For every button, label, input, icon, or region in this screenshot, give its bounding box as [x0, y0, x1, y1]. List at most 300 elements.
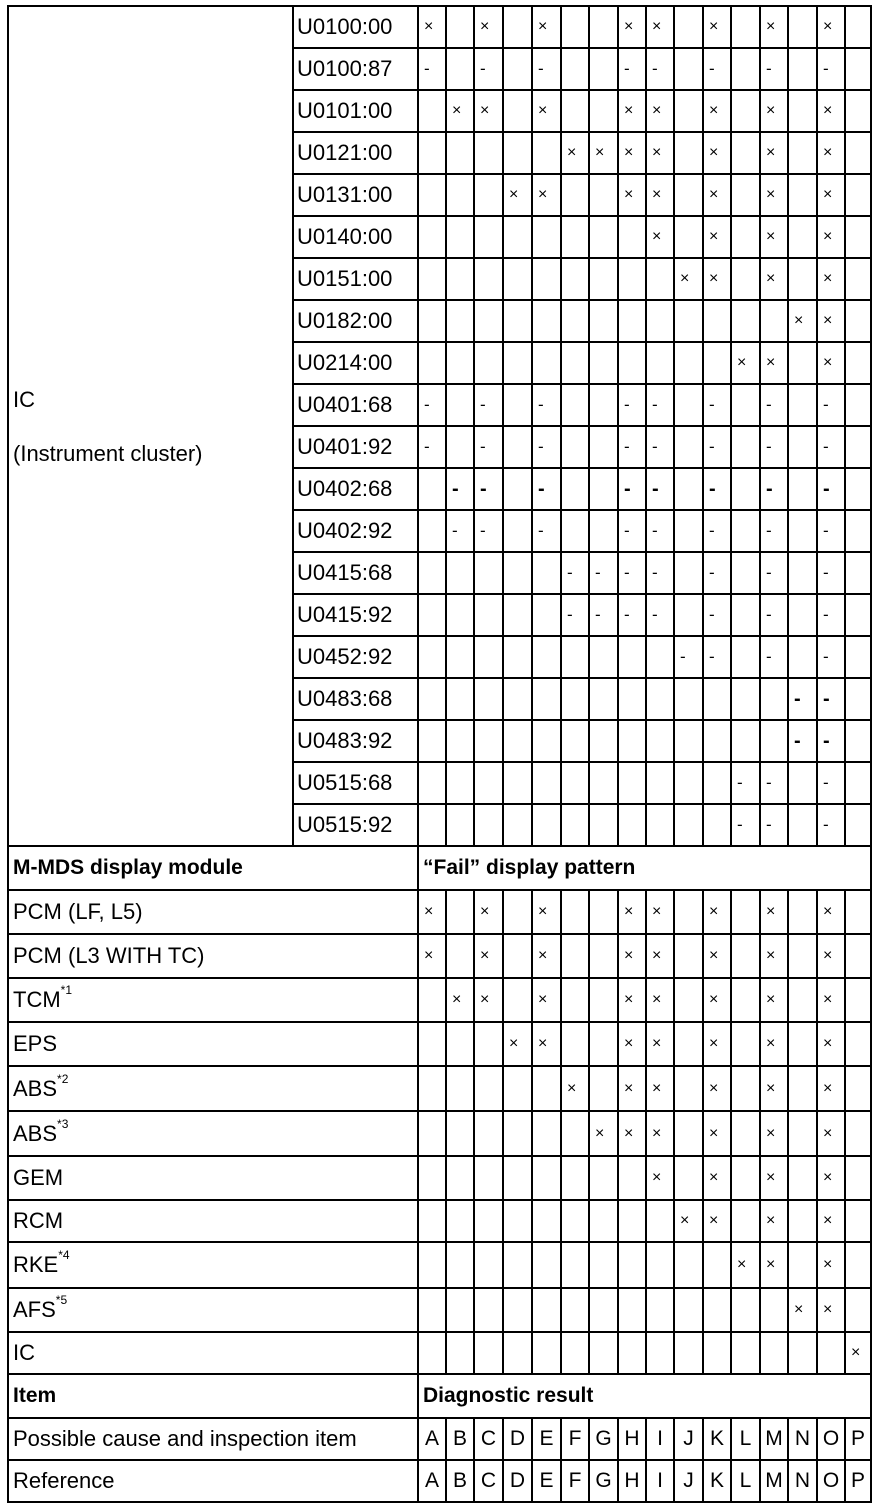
result-cell-a: [418, 552, 446, 594]
result-cell-d: [503, 468, 532, 510]
result-cell-m: ×: [760, 258, 788, 300]
result-cell-c: [474, 1332, 503, 1374]
result-cell-f: [561, 1156, 589, 1200]
result-cell-d: [503, 342, 532, 384]
result-cell-h: [618, 342, 646, 384]
result-cell-m: ×: [760, 1111, 788, 1156]
result-cell-k: ×: [703, 1022, 731, 1066]
result-cell-i: -: [646, 552, 674, 594]
result-cell-d: [503, 426, 532, 468]
result-cell-h: [618, 1332, 646, 1374]
result-cell-d: [503, 300, 532, 342]
result-cell-n: [788, 384, 817, 426]
result-cell-n: [788, 1156, 817, 1200]
result-cell-n: [788, 132, 817, 174]
result-cell-n: [788, 890, 817, 934]
result-cell-e: [532, 1288, 561, 1332]
result-cell-j: [674, 342, 703, 384]
result-cell-l: [731, 594, 760, 636]
result-cell-b: [446, 804, 474, 846]
result-cell-i: [646, 1200, 674, 1242]
result-cell-d: [503, 890, 532, 934]
dtc-code: U0131:00: [293, 174, 418, 216]
column-letter-n: N: [788, 1460, 817, 1502]
result-cell-f: [561, 636, 589, 678]
column-letter-m: M: [760, 1418, 788, 1460]
result-cell-o: ×: [817, 1200, 845, 1242]
module-row: [8, 1332, 871, 1374]
result-cell-g: [589, 1332, 618, 1374]
result-cell-f: [561, 258, 589, 300]
dtc-code: U0401:92: [293, 426, 418, 468]
result-cell-b: -: [446, 468, 474, 510]
result-cell-n: [788, 174, 817, 216]
diagnostic-result-header: Diagnostic result: [418, 1374, 871, 1418]
result-cell-f: [561, 342, 589, 384]
result-cell-j: [674, 174, 703, 216]
result-cell-n: [788, 978, 817, 1022]
result-cell-l: [731, 300, 760, 342]
result-cell-m: ×: [760, 132, 788, 174]
result-cell-c: [474, 174, 503, 216]
result-cell-l: [731, 636, 760, 678]
result-cell-o: -: [817, 552, 845, 594]
column-letter-p: P: [845, 1460, 871, 1502]
fail-pattern-header: “Fail” display pattern: [418, 846, 871, 890]
result-cell-d: [503, 934, 532, 978]
result-cell-c: [474, 720, 503, 762]
result-cell-i: -: [646, 594, 674, 636]
result-cell-f: [561, 48, 589, 90]
result-cell-f: [561, 804, 589, 846]
result-cell-l: [731, 384, 760, 426]
module-label: RCM: [13, 1208, 64, 1233]
result-cell-k: ×: [703, 90, 731, 132]
result-cell-n: [788, 1332, 817, 1374]
result-cell-j: [674, 1332, 703, 1374]
result-cell-i: ×: [646, 978, 674, 1022]
result-cell-a: [418, 132, 446, 174]
result-cell-k: ×: [703, 258, 731, 300]
module-row: [8, 1022, 871, 1066]
result-cell-p: [845, 594, 871, 636]
result-cell-e: [532, 636, 561, 678]
result-cell-e: [532, 216, 561, 258]
result-cell-c: [474, 636, 503, 678]
result-cell-m: [760, 720, 788, 762]
result-cell-n: [788, 762, 817, 804]
result-cell-c: -: [474, 468, 503, 510]
column-letter-i: I: [646, 1418, 674, 1460]
result-cell-p: [845, 426, 871, 468]
result-cell-c: -: [474, 426, 503, 468]
result-cell-k: ×: [703, 978, 731, 1022]
result-cell-o: ×: [817, 1288, 845, 1332]
result-cell-n: [788, 636, 817, 678]
result-cell-l: [731, 1066, 760, 1111]
result-cell-b: [446, 934, 474, 978]
result-cell-b: [446, 890, 474, 934]
column-letter-d: D: [503, 1418, 532, 1460]
module-row: [8, 1200, 871, 1242]
result-cell-h: [618, 804, 646, 846]
result-cell-l: ×: [731, 342, 760, 384]
result-cell-e: [532, 762, 561, 804]
column-letter-i: I: [646, 1460, 674, 1502]
column-letter-g: G: [589, 1418, 618, 1460]
result-cell-b: [446, 552, 474, 594]
column-letter-l: L: [731, 1418, 760, 1460]
result-cell-m: -: [760, 594, 788, 636]
result-cell-a: [418, 90, 446, 132]
result-cell-o: ×: [817, 216, 845, 258]
result-cell-d: ×: [503, 174, 532, 216]
result-cell-e: ×: [532, 174, 561, 216]
result-cell-c: [474, 804, 503, 846]
result-cell-k: ×: [703, 216, 731, 258]
result-cell-l: [731, 468, 760, 510]
result-cell-h: ×: [618, 174, 646, 216]
result-cell-m: ×: [760, 1242, 788, 1288]
result-cell-a: [418, 1022, 446, 1066]
result-cell-j: [674, 594, 703, 636]
result-cell-a: ×: [418, 934, 446, 978]
dtc-code: U0140:00: [293, 216, 418, 258]
dtc-code: U0483:92: [293, 720, 418, 762]
result-cell-f: [561, 1200, 589, 1242]
result-cell-b: [446, 1332, 474, 1374]
result-cell-l: [731, 174, 760, 216]
result-cell-l: [731, 90, 760, 132]
dtc-code: U0101:00: [293, 90, 418, 132]
result-cell-c: [474, 1288, 503, 1332]
dtc-code: U0415:92: [293, 594, 418, 636]
result-cell-b: ×: [446, 90, 474, 132]
result-cell-a: [418, 1242, 446, 1288]
result-cell-o: ×: [817, 90, 845, 132]
result-cell-b: [446, 1242, 474, 1288]
result-cell-l: [731, 552, 760, 594]
result-cell-h: ×: [618, 890, 646, 934]
result-cell-f: ×: [561, 1066, 589, 1111]
result-cell-c: [474, 552, 503, 594]
result-cell-c: -: [474, 384, 503, 426]
result-cell-c: [474, 216, 503, 258]
result-cell-f: ×: [561, 132, 589, 174]
result-cell-b: [446, 258, 474, 300]
result-cell-g: [589, 510, 618, 552]
result-cell-d: [503, 48, 532, 90]
result-cell-k: -: [703, 384, 731, 426]
result-cell-p: ×: [845, 1332, 871, 1374]
result-cell-a: ×: [418, 6, 446, 48]
module-label: PCM (LF, L5): [13, 899, 143, 924]
module-label: PCM (L3 WITH TC): [13, 943, 205, 968]
module-label: ABS: [13, 1075, 58, 1101]
result-cell-f: [561, 384, 589, 426]
result-cell-m: -: [760, 384, 788, 426]
result-cell-k: ×: [703, 132, 731, 174]
column-letter-g: G: [589, 1460, 618, 1502]
result-cell-o: -: [817, 594, 845, 636]
result-cell-a: -: [418, 384, 446, 426]
module-row: [8, 1242, 871, 1288]
result-cell-o: -: [817, 762, 845, 804]
result-cell-o: ×: [817, 174, 845, 216]
result-cell-j: [674, 1156, 703, 1200]
result-cell-j: [674, 1242, 703, 1288]
result-cell-l: [731, 1111, 760, 1156]
dtc-code: U0100:87: [293, 48, 418, 90]
result-cell-n: [788, 594, 817, 636]
result-cell-j: [674, 1288, 703, 1332]
result-cell-g: [589, 216, 618, 258]
result-cell-p: [845, 468, 871, 510]
result-cell-j: [674, 978, 703, 1022]
module-cell-ic: [8, 6, 293, 846]
result-cell-o: -: [817, 510, 845, 552]
result-cell-b: [446, 636, 474, 678]
result-cell-l: [731, 132, 760, 174]
result-cell-a: [418, 1066, 446, 1111]
module-name: [8, 890, 418, 934]
result-cell-d: [503, 384, 532, 426]
result-cell-o: -: [817, 48, 845, 90]
result-cell-m: -: [760, 762, 788, 804]
result-cell-g: ×: [589, 132, 618, 174]
result-cell-a: [418, 174, 446, 216]
result-cell-c: [474, 342, 503, 384]
result-cell-l: [731, 216, 760, 258]
result-cell-e: [532, 804, 561, 846]
result-cell-e: [532, 342, 561, 384]
result-cell-k: ×: [703, 6, 731, 48]
result-cell-i: ×: [646, 216, 674, 258]
result-cell-k: -: [703, 468, 731, 510]
result-cell-g: [589, 1200, 618, 1242]
result-cell-k: [703, 804, 731, 846]
result-cell-j: [674, 678, 703, 720]
result-cell-c: [474, 594, 503, 636]
result-cell-j: [674, 384, 703, 426]
result-cell-a: [418, 636, 446, 678]
result-cell-i: ×: [646, 1156, 674, 1200]
result-cell-d: [503, 552, 532, 594]
column-letter-j: J: [674, 1418, 703, 1460]
result-cell-j: [674, 1111, 703, 1156]
result-cell-a: [418, 1288, 446, 1332]
result-cell-n: [788, 934, 817, 978]
module-label: EPS: [13, 1031, 58, 1056]
result-cell-b: [446, 132, 474, 174]
result-cell-i: -: [646, 384, 674, 426]
result-cell-h: ×: [618, 90, 646, 132]
result-cell-o: -: [817, 678, 845, 720]
result-cell-c: ×: [474, 934, 503, 978]
result-cell-e: [532, 1156, 561, 1200]
result-cell-f: [561, 6, 589, 48]
result-cell-d: [503, 1332, 532, 1374]
result-cell-b: [446, 342, 474, 384]
result-cell-n: [788, 216, 817, 258]
result-cell-m: -: [760, 636, 788, 678]
footnote-mark: *1: [60, 983, 72, 997]
result-cell-n: [788, 426, 817, 468]
column-letter-m: M: [760, 1460, 788, 1502]
result-cell-h: [618, 678, 646, 720]
diagnostic-table: [7, 5, 872, 1503]
dtc-row: [8, 6, 871, 48]
result-cell-k: -: [703, 426, 731, 468]
footnote-mark: *2: [57, 1071, 69, 1086]
dtc-code: U0402:92: [293, 510, 418, 552]
result-cell-l: [731, 890, 760, 934]
result-cell-d: [503, 594, 532, 636]
result-cell-m: ×: [760, 1066, 788, 1111]
result-cell-m: ×: [760, 1156, 788, 1200]
result-cell-e: -: [532, 384, 561, 426]
result-cell-j: [674, 552, 703, 594]
display-module-header: M-MDS display module: [8, 846, 418, 890]
result-cell-h: ×: [618, 1022, 646, 1066]
module-name: [8, 1022, 418, 1066]
result-cell-h: [618, 300, 646, 342]
result-cell-i: [646, 636, 674, 678]
dtc-code: U0452:92: [293, 636, 418, 678]
result-cell-f: [561, 426, 589, 468]
result-cell-f: [561, 174, 589, 216]
result-cell-l: [731, 1332, 760, 1374]
result-cell-h: [618, 216, 646, 258]
result-cell-b: [446, 6, 474, 48]
result-cell-k: ×: [703, 1066, 731, 1111]
result-cell-b: [446, 1066, 474, 1111]
dtc-code: U0182:00: [293, 300, 418, 342]
result-cell-k: [703, 1288, 731, 1332]
result-cell-e: -: [532, 426, 561, 468]
result-cell-l: -: [731, 762, 760, 804]
result-cell-m: ×: [760, 1022, 788, 1066]
result-cell-k: -: [703, 636, 731, 678]
result-cell-e: [532, 1242, 561, 1288]
result-cell-e: -: [532, 468, 561, 510]
result-cell-f: [561, 1332, 589, 1374]
result-cell-f: -: [561, 594, 589, 636]
module-name: IC: [13, 386, 35, 412]
result-cell-a: [418, 342, 446, 384]
result-cell-j: [674, 90, 703, 132]
result-cell-c: -: [474, 48, 503, 90]
result-cell-k: ×: [703, 1111, 731, 1156]
result-cell-g: [589, 678, 618, 720]
result-cell-g: [589, 1022, 618, 1066]
result-cell-e: [532, 258, 561, 300]
column-letter-k: K: [703, 1418, 731, 1460]
result-cell-p: [845, 216, 871, 258]
module-name: [8, 1288, 418, 1332]
result-cell-d: ×: [503, 1022, 532, 1066]
result-cell-p: [845, 1156, 871, 1200]
result-cell-n: [788, 1066, 817, 1111]
result-cell-o: ×: [817, 1242, 845, 1288]
module-row: [8, 1111, 871, 1156]
result-cell-f: [561, 1111, 589, 1156]
column-letter-h: H: [618, 1460, 646, 1502]
module-row: [8, 978, 871, 1022]
dtc-code: U0515:68: [293, 762, 418, 804]
result-cell-o: -: [817, 636, 845, 678]
column-letter-f: F: [561, 1460, 589, 1502]
result-cell-o: -: [817, 384, 845, 426]
result-cell-l: [731, 678, 760, 720]
result-cell-p: [845, 978, 871, 1022]
result-cell-n: ×: [788, 300, 817, 342]
result-cell-b: [446, 720, 474, 762]
result-cell-m: [760, 1332, 788, 1374]
result-cell-i: [646, 678, 674, 720]
result-cell-b: [446, 426, 474, 468]
result-cell-d: [503, 1111, 532, 1156]
result-cell-m: ×: [760, 90, 788, 132]
result-cell-g: [589, 258, 618, 300]
column-letter-c: C: [474, 1460, 503, 1502]
result-cell-m: [760, 678, 788, 720]
result-cell-f: [561, 216, 589, 258]
result-cell-c: [474, 1022, 503, 1066]
result-cell-m: -: [760, 426, 788, 468]
result-cell-a: -: [418, 48, 446, 90]
result-cell-l: [731, 48, 760, 90]
result-cell-l: [731, 1200, 760, 1242]
result-cell-o: ×: [817, 934, 845, 978]
result-cell-o: ×: [817, 1022, 845, 1066]
result-cell-i: [646, 1288, 674, 1332]
result-cell-f: [561, 468, 589, 510]
result-cell-o: ×: [817, 258, 845, 300]
result-cell-p: [845, 6, 871, 48]
result-cell-k: ×: [703, 934, 731, 978]
result-cell-p: [845, 1111, 871, 1156]
result-cell-b: [446, 678, 474, 720]
result-cell-j: [674, 510, 703, 552]
module-description: (Instrument cluster): [13, 440, 203, 466]
result-cell-b: [446, 1111, 474, 1156]
result-cell-o: ×: [817, 132, 845, 174]
result-cell-e: [532, 1332, 561, 1374]
result-cell-g: [589, 90, 618, 132]
result-cell-o: ×: [817, 978, 845, 1022]
result-cell-n: [788, 342, 817, 384]
result-cell-j: [674, 890, 703, 934]
result-cell-n: [788, 468, 817, 510]
result-cell-i: [646, 300, 674, 342]
result-cell-g: -: [589, 552, 618, 594]
result-cell-l: [731, 978, 760, 1022]
result-cell-a: [418, 720, 446, 762]
result-cell-g: [589, 636, 618, 678]
result-cell-m: ×: [760, 890, 788, 934]
dtc-code: U0100:00: [293, 6, 418, 48]
result-cell-n: [788, 258, 817, 300]
result-cell-m: ×: [760, 174, 788, 216]
result-cell-b: [446, 762, 474, 804]
result-cell-p: [845, 636, 871, 678]
result-cell-i: -: [646, 426, 674, 468]
result-cell-e: [532, 1066, 561, 1111]
result-cell-n: ×: [788, 1288, 817, 1332]
result-cell-f: [561, 300, 589, 342]
result-cell-i: ×: [646, 90, 674, 132]
